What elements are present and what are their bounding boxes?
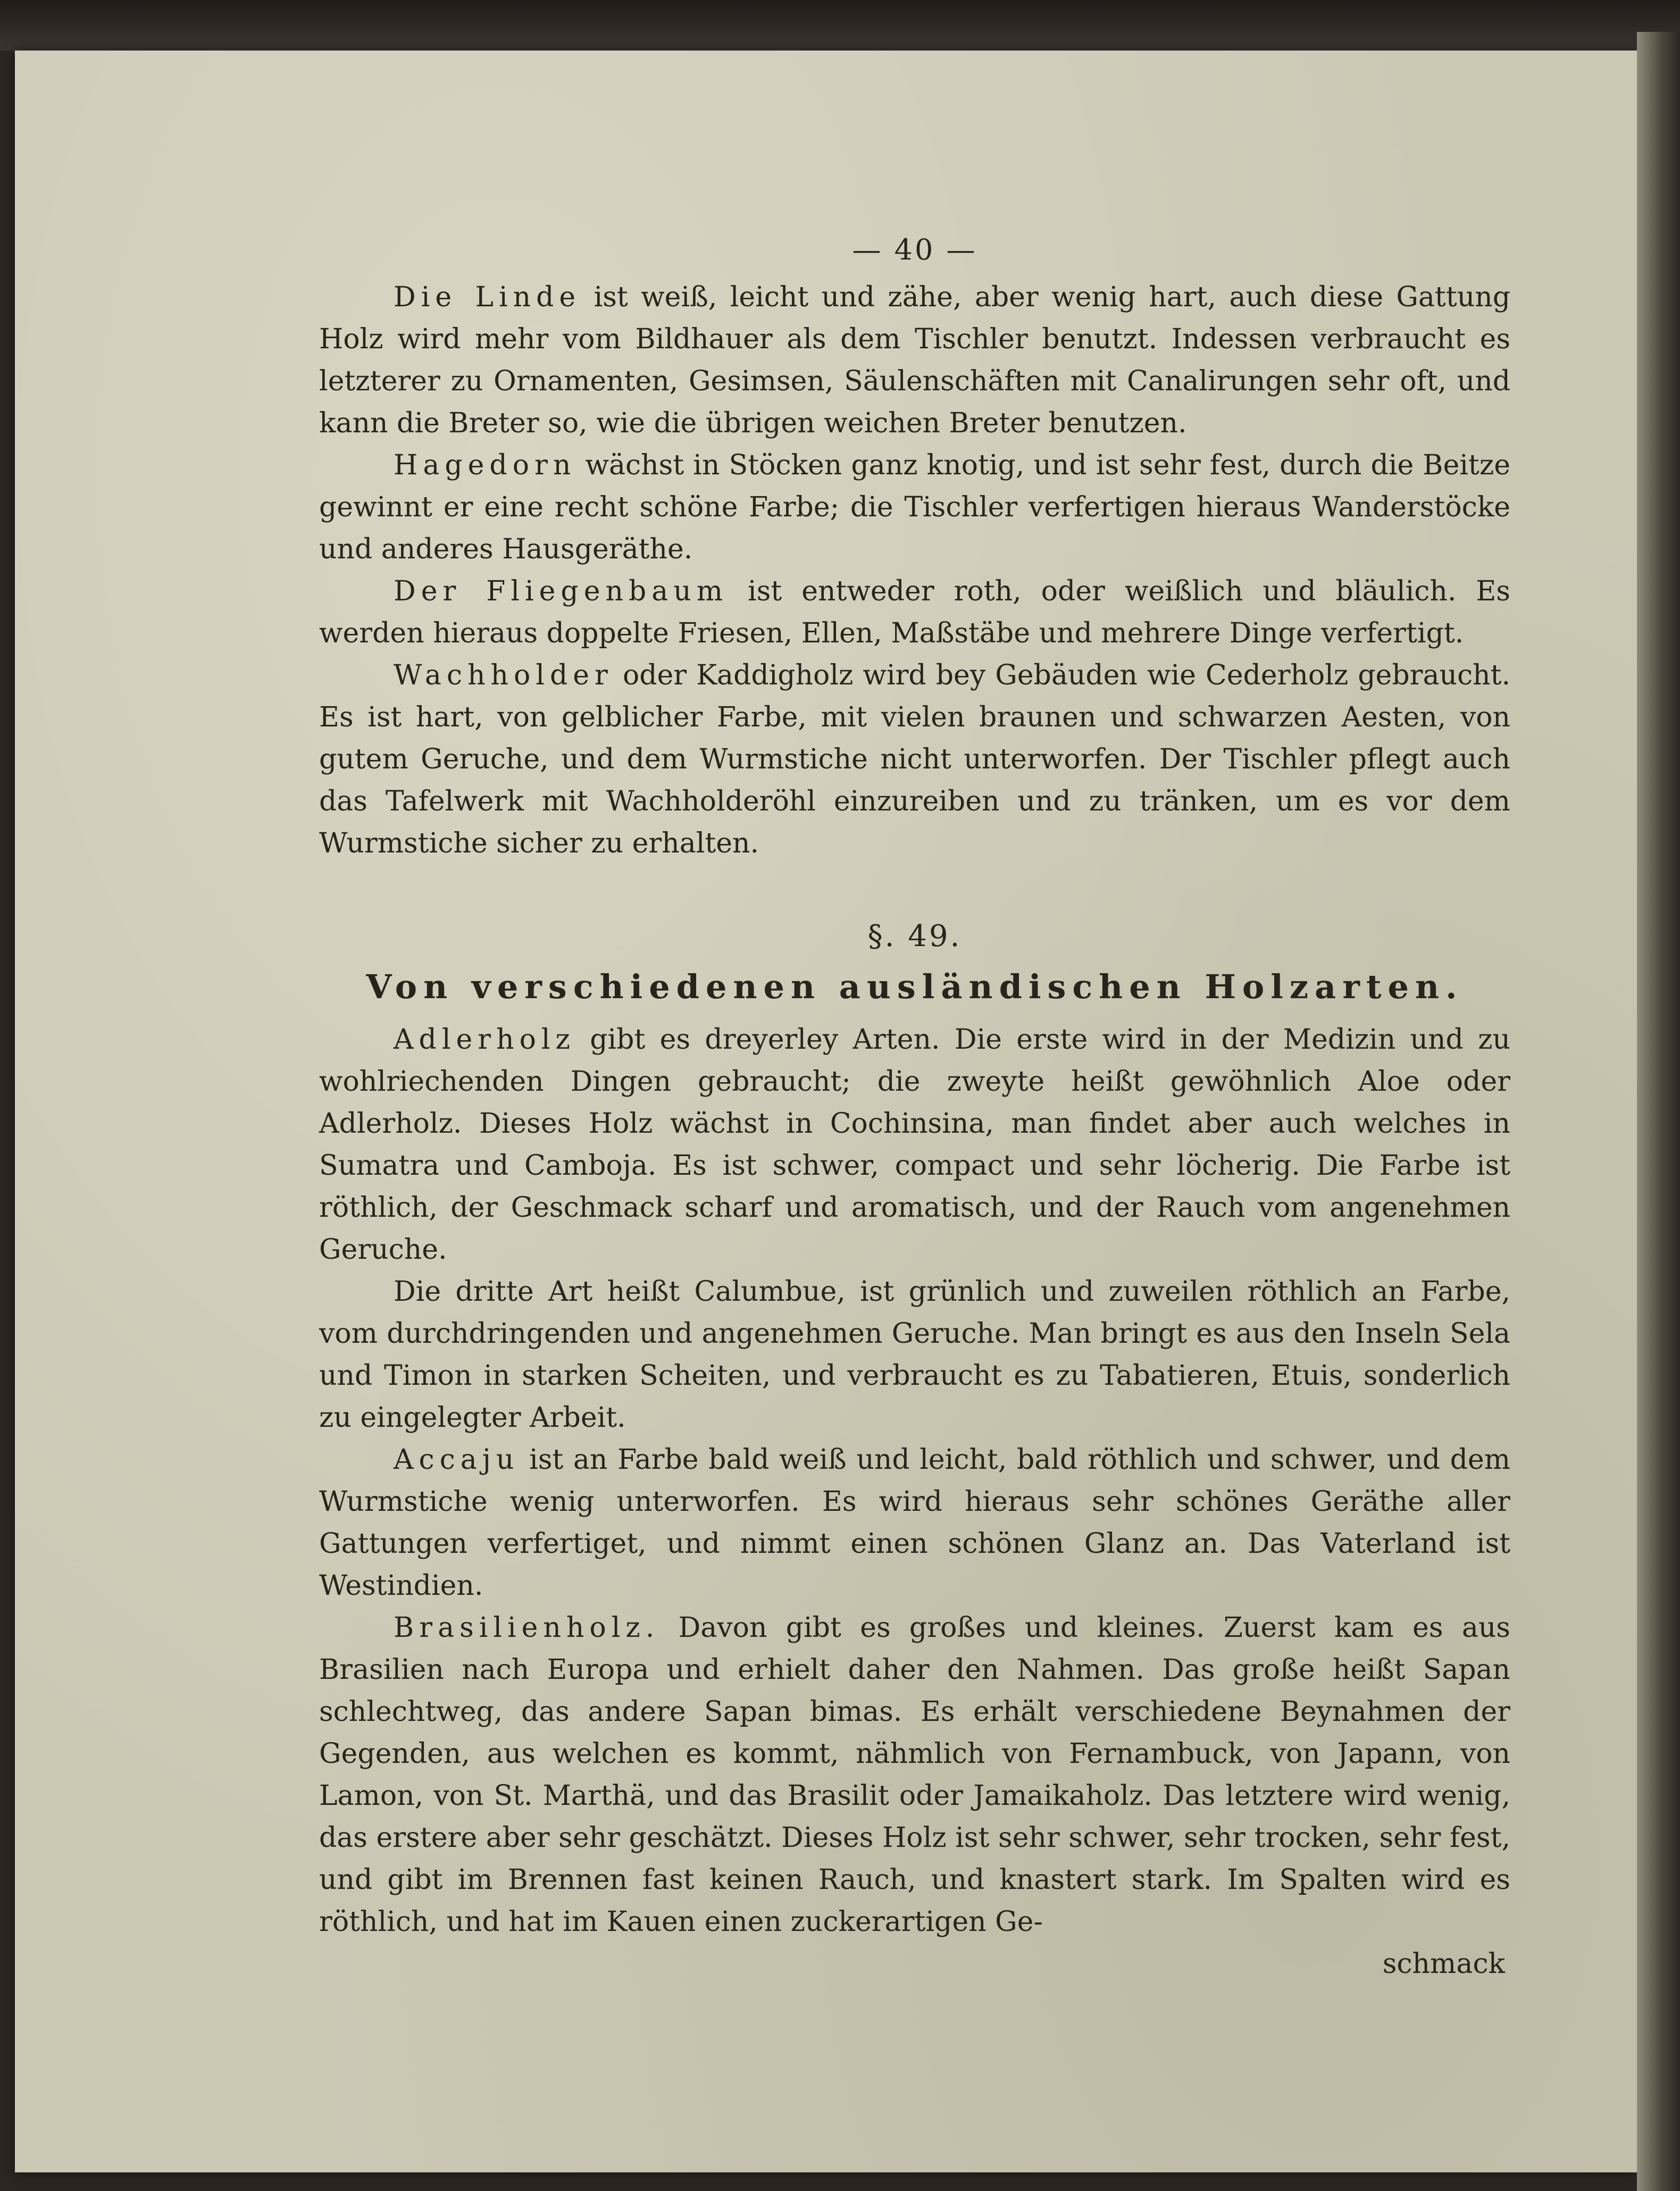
paragraph-text: wächst in Stöcken ganz knotig, und ist sehr fest, durch die Beitze gewinnt er eine recht schöne Farbe; die Tischler verfertigen hieraus Wanderstöcke und anderes Hausgeräthe. <box>319 449 1510 565</box>
paragraph-adlerholz <box>319 1019 1510 1271</box>
paragraph-text: ist weiß, leicht und zähe, aber wenig hart, auch diese Gattung Holz wird mehr vom Bildhauer als dem Tischler benutzt. Indessen verbraucht es letzterer zu Ornamenten, Gesimsen, Säulenschäften mit Canalirungen sehr oft, und kann die Breter so, wie die übrigen weichen Breter benutzen. <box>319 281 1510 439</box>
paragraph-calumbue <box>319 1271 1510 1439</box>
paragraph-text: ist an Farbe bald weiß und leicht, bald röthlich und schwer, und dem Wurmstiche wenig unterworfen. Es wird hieraus sehr schönes Geräthe aller Gattungen verfertiget, und nimmt einen schönen Glanz an. Das Vaterland ist Westindien. <box>319 1444 1510 1602</box>
paragraph-wachholder <box>319 655 1510 865</box>
section-title: Von verschiedenen ausländischen Holzarten. <box>366 967 1464 1006</box>
paragraph-accaju <box>319 1439 1510 1607</box>
paragraph-hagedorn <box>319 445 1510 571</box>
paragraph-text: gibt es dreyerley Arten. Die erste wird in der Medizin und zu wohlriechenden Dingen gebraucht; die zweyte heißt gewöhnlich Aloe oder Adlerholz. Dieses Holz wächst in Cochinsina, man findet aber auch welches in Sumatra und Camboja. Es ist schwer, compact und sehr löcherig. Die Farbe ist röthlich, der Geschmack scharf und aromatisch, und der Rauch vom angenehmen Geruche. <box>319 1024 1510 1266</box>
paragraph-text: ist entweder roth, oder weißlich und bläulich. Es werden hieraus doppelte Friesen, Ellen, Maßstäbe und mehrere Dinge verfertigt. <box>319 575 1510 649</box>
paragraph-fliegenbaum <box>319 571 1510 655</box>
paragraph-text: oder Kaddigholz wird bey Gebäuden wie Cederholz gebraucht. Es ist hart, von gelblicher Farbe, mit vielen braunen und schwarzen Aesten, von gutem Geruche, und dem Wurmstiche nicht unterworfen. Der Tischler pflegt auch das Tafelwerk mit Wachholderöhl einzureiben und zu tränken, um es vor dem Wurmstiche sicher zu erhalten. <box>319 659 1510 859</box>
paragraph-text: Davon gibt es großes und kleines. Zuerst kam es aus Brasilien nach Europa und erhielt daher den Nahmen. Das große heißt Sapan schlechtweg, das andere Sapan bimas. Es erhält verschiedene Beynahmen der Gegenden, aus welchen es kommt, nähmlich von Fernambuck, von Japann, von Lamon, von St. Marthä, und das Brasilit oder Jamaikaholz. Das letztere wird wenig, das erstere aber sehr geschätzt. Dieses Holz ist sehr schwer, sehr trocken, sehr fest, und gibt im Brennen fast keinen Rauch, und knastert stark. Im Spalten wird es röthlich, und hat im Kauen einen zuckerartigen Ge- <box>319 1612 1510 1938</box>
paragraph-term: Brasilienholz. <box>394 1612 660 1644</box>
binding-top-edge <box>0 0 1680 51</box>
paragraph-term: Accaju <box>394 1444 520 1476</box>
catchword: schmack <box>1382 1948 1505 1980</box>
page-number: — 40 — <box>852 233 977 266</box>
paragraph-term: Wachholder <box>394 659 613 691</box>
paragraph-brasilienholz <box>319 1607 1510 1943</box>
text-block <box>319 229 1510 1985</box>
page-fore-edge <box>1637 32 1680 2191</box>
paragraph-term: Adlerholz <box>394 1024 575 1056</box>
paragraph-term: Die Linde <box>394 281 581 313</box>
paragraph-linde <box>319 277 1510 445</box>
paragraph-term: Hagedorn <box>394 449 576 481</box>
section-number: §. 49. <box>867 919 962 954</box>
paragraph-term: Der Fliegenbaum <box>394 575 729 607</box>
paragraph-text: Die dritte Art heißt Calumbue, ist grünlich und zuweilen röthlich an Farbe, vom durchdringenden und angenehmen Geruche. Man bringt es aus den Inseln Sela und Timon in starken Scheiten, und verbraucht es zu Tabatieren, Etuis, sonderlich zu eingelegter Arbeit. <box>319 1276 1510 1434</box>
